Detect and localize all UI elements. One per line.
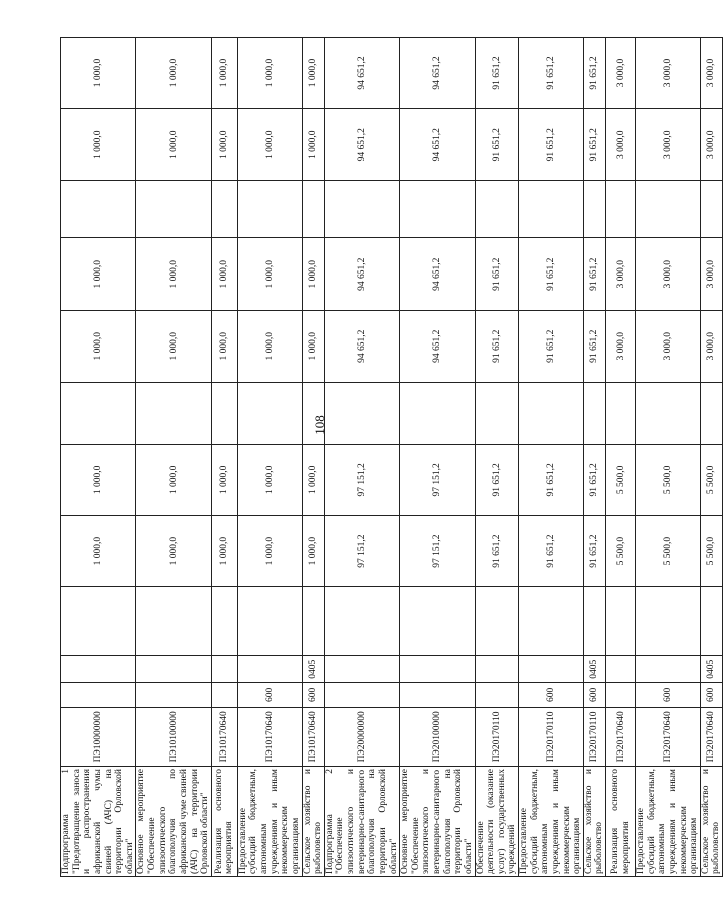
table-row — [237, 38, 302, 877]
row-value-8: 1 000,0 — [302, 108, 324, 180]
row-value-5: 1 000,0 — [136, 310, 211, 382]
row-value-8: 3 000,0 — [636, 108, 701, 180]
row-section: 0405 — [302, 656, 324, 683]
row-section — [136, 656, 211, 683]
row-value-2: 5 500,0 — [606, 516, 636, 587]
row-value-3: 5 500,0 — [700, 444, 722, 516]
row-value-4 — [302, 382, 324, 444]
row-value-4 — [700, 382, 722, 444]
row-value-4 — [136, 382, 211, 444]
row-expense-type: 600 — [583, 683, 605, 707]
table-row — [136, 38, 211, 877]
budget-table — [60, 37, 723, 877]
row-value-2: 97 151,2 — [324, 516, 399, 587]
row-value-7 — [136, 181, 211, 238]
row-value-4 — [583, 382, 605, 444]
row-expense-type: 600 — [237, 683, 302, 707]
table-row — [606, 38, 636, 877]
row-value-6: 1 000,0 — [237, 238, 302, 310]
row-value-2: 5 500,0 — [636, 516, 701, 587]
page-number: 108 — [312, 415, 327, 435]
row-section: 0405 — [583, 656, 605, 683]
row-value-7 — [519, 181, 584, 238]
row-value-9: 94 651,2 — [324, 38, 399, 109]
row-name: Сельское хозяйство и рыболовство — [302, 767, 324, 877]
row-code: ПЭ10000000 — [61, 707, 136, 766]
row-section — [636, 656, 701, 683]
row-value-5: 91 651,2 — [519, 310, 584, 382]
row-value-8: 1 000,0 — [237, 108, 302, 180]
row-expense-type — [211, 683, 237, 707]
row-code: ПЭ20170640 — [606, 707, 636, 766]
row-expense-type: 600 — [519, 683, 584, 707]
rotated-table-wrapper — [60, 37, 722, 877]
row-value-2: 1 000,0 — [136, 516, 211, 587]
row-value-9: 91 651,2 — [583, 38, 605, 109]
row-value-4 — [519, 382, 584, 444]
row-value-4 — [324, 382, 399, 444]
row-value-3: 1 000,0 — [237, 444, 302, 516]
row-name: Сельское хозяйство и рыболовство — [583, 767, 605, 877]
row-name: Предоставление субсидий бюджетным, автономным учреждениям и иным некоммерческим организациям — [636, 767, 701, 877]
row-expense-type — [606, 683, 636, 707]
row-value-5: 3 000,0 — [700, 310, 722, 382]
row-expense-type: 600 — [700, 683, 722, 707]
row-value-1 — [700, 587, 722, 656]
row-value-4 — [606, 382, 636, 444]
row-value-7 — [583, 181, 605, 238]
row-code: ПЭ10100000 — [136, 707, 211, 766]
row-code: ПЭ10170640 — [237, 707, 302, 766]
row-value-7 — [237, 181, 302, 238]
row-expense-type: 600 — [302, 683, 324, 707]
row-value-5: 1 000,0 — [61, 310, 136, 382]
row-value-5: 94 651,2 — [400, 310, 475, 382]
row-code: ПЭ20000000 — [324, 707, 399, 766]
row-value-9: 3 000,0 — [636, 38, 701, 109]
row-name: Подпрограмма 2 "Обеспечение эпизоотического и ветеринарно-санитарного благополучия на территории Орловской области" — [324, 767, 399, 877]
row-value-9: 91 651,2 — [519, 38, 584, 109]
row-value-7 — [61, 181, 136, 238]
row-value-9: 3 000,0 — [700, 38, 722, 109]
row-value-2: 97 151,2 — [400, 516, 475, 587]
row-name: Основное мероприятие "Обеспечение эпизоотического и ветеринарно-санитарного благополучия на территории Орловской области" — [400, 767, 475, 877]
row-value-3: 91 651,2 — [519, 444, 584, 516]
row-section — [606, 656, 636, 683]
row-code: ПЭ20170640 — [700, 707, 722, 766]
row-name: Сельское хозяйство и рыболовство — [700, 767, 722, 877]
row-section — [237, 656, 302, 683]
row-value-6: 1 000,0 — [211, 238, 237, 310]
row-value-6: 91 651,2 — [519, 238, 584, 310]
row-value-7 — [211, 181, 237, 238]
row-section — [211, 656, 237, 683]
row-expense-type — [324, 683, 399, 707]
row-value-5: 1 000,0 — [302, 310, 324, 382]
table-row — [302, 38, 324, 877]
row-value-2: 91 651,2 — [475, 516, 519, 587]
row-value-8: 3 000,0 — [606, 108, 636, 180]
row-value-2: 1 000,0 — [61, 516, 136, 587]
row-section — [324, 656, 399, 683]
row-value-4 — [211, 382, 237, 444]
row-value-6: 91 651,2 — [583, 238, 605, 310]
row-section — [475, 656, 519, 683]
table-row — [211, 38, 237, 877]
row-value-9: 1 000,0 — [237, 38, 302, 109]
row-expense-type: 600 — [636, 683, 701, 707]
row-value-5: 3 000,0 — [636, 310, 701, 382]
row-code: ПЭ10170640 — [302, 707, 324, 766]
row-value-6: 94 651,2 — [324, 238, 399, 310]
row-value-4 — [237, 382, 302, 444]
row-value-8: 3 000,0 — [700, 108, 722, 180]
row-value-9: 1 000,0 — [211, 38, 237, 109]
row-name: Основное мероприятие "Обеспечение эпизоотического благополучия по африканской чуме свиней (АЧС) на территории Орловской области" — [136, 767, 211, 877]
row-value-8: 94 651,2 — [324, 108, 399, 180]
row-value-5: 91 651,2 — [475, 310, 519, 382]
row-value-6: 3 000,0 — [700, 238, 722, 310]
row-value-1 — [302, 587, 324, 656]
row-expense-type — [136, 683, 211, 707]
row-code: ПЭ10170640 — [211, 707, 237, 766]
row-code: ПЭ20170110 — [475, 707, 519, 766]
row-name: Реализация основного мероприятия — [606, 767, 636, 877]
row-value-1 — [475, 587, 519, 656]
row-value-9: 1 000,0 — [61, 38, 136, 109]
row-section — [519, 656, 584, 683]
row-value-3: 91 651,2 — [475, 444, 519, 516]
row-code: ПЭ20170110 — [519, 707, 584, 766]
row-value-7 — [636, 181, 701, 238]
row-value-8: 1 000,0 — [136, 108, 211, 180]
row-expense-type — [475, 683, 519, 707]
row-value-8: 91 651,2 — [583, 108, 605, 180]
row-value-3: 1 000,0 — [302, 444, 324, 516]
row-value-9: 1 000,0 — [136, 38, 211, 109]
table-row — [636, 38, 701, 877]
row-value-3: 97 151,2 — [324, 444, 399, 516]
table-row — [700, 38, 722, 877]
table-row — [324, 38, 399, 877]
row-value-9: 91 651,2 — [475, 38, 519, 109]
row-value-2: 91 651,2 — [519, 516, 584, 587]
row-code: ПЭ20170640 — [636, 707, 701, 766]
row-value-5: 1 000,0 — [237, 310, 302, 382]
row-value-3: 5 500,0 — [606, 444, 636, 516]
row-value-7 — [324, 181, 399, 238]
table-row — [400, 38, 475, 877]
row-value-5: 1 000,0 — [211, 310, 237, 382]
row-expense-type — [61, 683, 136, 707]
row-name: Реализация основного мероприятия — [211, 767, 237, 877]
row-value-2: 1 000,0 — [211, 516, 237, 587]
table-row — [519, 38, 584, 877]
row-value-1 — [237, 587, 302, 656]
table-row — [583, 38, 605, 877]
row-value-4 — [400, 382, 475, 444]
row-value-7 — [606, 181, 636, 238]
row-value-8: 1 000,0 — [211, 108, 237, 180]
row-value-3: 97 151,2 — [400, 444, 475, 516]
row-value-2: 1 000,0 — [237, 516, 302, 587]
row-value-1 — [324, 587, 399, 656]
row-value-9: 3 000,0 — [606, 38, 636, 109]
row-value-3: 91 651,2 — [583, 444, 605, 516]
row-value-6: 3 000,0 — [636, 238, 701, 310]
row-value-1 — [136, 587, 211, 656]
table-body — [61, 38, 723, 877]
row-value-5: 94 651,2 — [324, 310, 399, 382]
row-value-4 — [475, 382, 519, 444]
table-row — [475, 38, 519, 877]
row-value-1 — [211, 587, 237, 656]
row-value-1 — [636, 587, 701, 656]
row-name: Обеспечение деятельности (оказание услуг) государственных учреждений — [475, 767, 519, 877]
row-value-1 — [400, 587, 475, 656]
row-value-1 — [519, 587, 584, 656]
row-value-3: 1 000,0 — [61, 444, 136, 516]
row-section: 0405 — [700, 656, 722, 683]
row-value-9: 94 651,2 — [400, 38, 475, 109]
row-name: Предоставление субсидий бюджетным, автономным учреждениям и иным некоммерческим организациям — [237, 767, 302, 877]
row-section — [61, 656, 136, 683]
row-expense-type — [400, 683, 475, 707]
row-value-7 — [700, 181, 722, 238]
row-value-5: 3 000,0 — [606, 310, 636, 382]
row-value-8: 91 651,2 — [475, 108, 519, 180]
row-section — [400, 656, 475, 683]
row-value-9: 1 000,0 — [302, 38, 324, 109]
row-value-2: 91 651,2 — [583, 516, 605, 587]
row-value-6: 1 000,0 — [302, 238, 324, 310]
row-value-3: 5 500,0 — [636, 444, 701, 516]
table-row — [61, 38, 136, 877]
row-value-3: 1 000,0 — [136, 444, 211, 516]
row-value-8: 1 000,0 — [61, 108, 136, 180]
row-value-1 — [61, 587, 136, 656]
row-code: ПЭ20170110 — [583, 707, 605, 766]
row-value-6: 94 651,2 — [400, 238, 475, 310]
row-value-8: 94 651,2 — [400, 108, 475, 180]
row-value-5: 91 651,2 — [583, 310, 605, 382]
row-value-2: 1 000,0 — [302, 516, 324, 587]
row-value-3: 1 000,0 — [211, 444, 237, 516]
row-value-6: 91 651,2 — [475, 238, 519, 310]
row-value-7 — [475, 181, 519, 238]
row-name: Предоставление субсидий бюджетным, автономным учреждениям и иным некоммерческим организациям — [519, 767, 584, 877]
row-value-6: 3 000,0 — [606, 238, 636, 310]
row-code: ПЭ20100000 — [400, 707, 475, 766]
row-value-7 — [400, 181, 475, 238]
row-name: Подпрограмма 1 "Предотвращение заноса и распространения африканской чумы свиней (АЧС) на территории Орловской области" — [61, 767, 136, 877]
row-value-4 — [61, 382, 136, 444]
row-value-6: 1 000,0 — [61, 238, 136, 310]
row-value-8: 91 651,2 — [519, 108, 584, 180]
row-value-6: 1 000,0 — [136, 238, 211, 310]
row-value-2: 5 500,0 — [700, 516, 722, 587]
row-value-1 — [606, 587, 636, 656]
row-value-4 — [636, 382, 701, 444]
row-value-7 — [302, 181, 324, 238]
row-value-1 — [583, 587, 605, 656]
